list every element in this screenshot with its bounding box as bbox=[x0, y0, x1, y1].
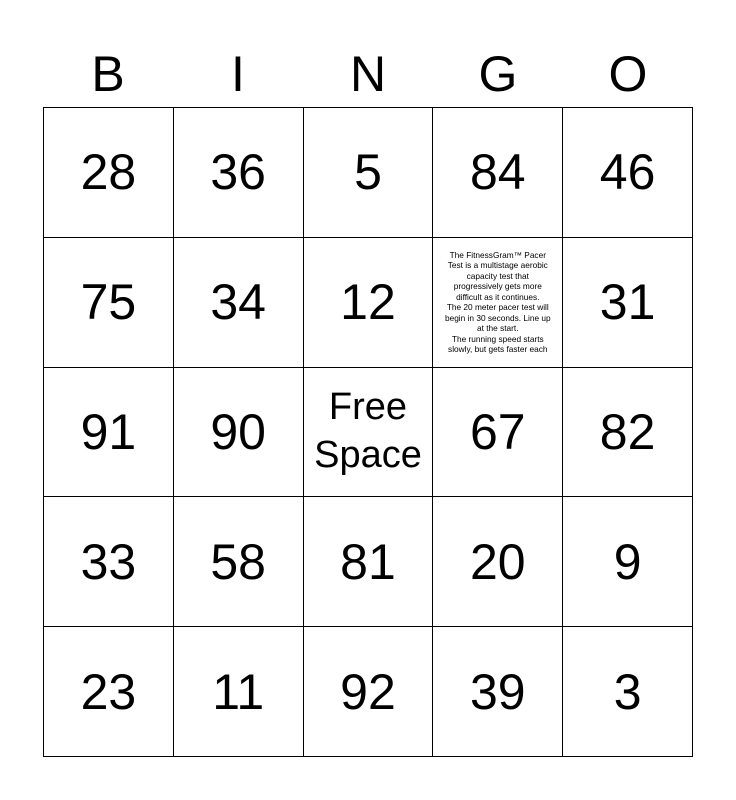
cell-number: 39 bbox=[469, 663, 526, 720]
cell-number: 67 bbox=[469, 403, 526, 460]
header-letter-n: N bbox=[349, 46, 387, 102]
bingo-cell bbox=[304, 627, 434, 757]
cell-number: 58 bbox=[210, 533, 266, 590]
bingo-cell bbox=[174, 497, 304, 627]
bingo-cell bbox=[304, 238, 434, 368]
bingo-cell bbox=[563, 238, 693, 368]
bingo-cell bbox=[433, 368, 563, 498]
cell-number: 3 bbox=[613, 663, 642, 720]
header-letter-g: G bbox=[478, 46, 518, 102]
header-letter-b: B bbox=[91, 46, 125, 102]
cell-number: 11 bbox=[212, 663, 265, 720]
cell-number: 28 bbox=[80, 144, 137, 201]
header-letter-i: I bbox=[231, 46, 245, 102]
bingo-cell bbox=[44, 108, 174, 238]
cell-number: 81 bbox=[340, 533, 396, 590]
bingo-cell bbox=[563, 368, 693, 498]
cell-long-text: The FitnessGram™ Pacer Test is a multistage aerobic capacity test that progressively gets more difficult as it continues. The 20 meter pacer test will begin in 30 seconds. Line up at the start. The running speed starts slowly, but gets faster each bbox=[444, 249, 551, 355]
bingo-cell bbox=[433, 108, 563, 238]
cell-number: 75 bbox=[80, 274, 137, 331]
cell-number: 46 bbox=[599, 144, 656, 201]
cell-number: 36 bbox=[210, 144, 266, 201]
cell-number: 31 bbox=[599, 274, 656, 331]
cell-number: 84 bbox=[469, 144, 526, 201]
bingo-cell bbox=[433, 627, 563, 757]
bingo-cell bbox=[563, 108, 693, 238]
bingo-cell bbox=[563, 627, 693, 757]
free-space-cell bbox=[304, 368, 434, 498]
bingo-cell bbox=[44, 368, 174, 498]
cell-number: 12 bbox=[340, 274, 396, 331]
bingo-header bbox=[43, 42, 693, 106]
bingo-cell bbox=[44, 497, 174, 627]
bingo-cell bbox=[174, 108, 304, 238]
cell-number: 33 bbox=[80, 533, 137, 590]
bingo-cell bbox=[44, 238, 174, 368]
bingo-cell-text bbox=[433, 238, 563, 368]
cell-number: 20 bbox=[469, 533, 526, 590]
bingo-cell bbox=[563, 497, 693, 627]
bingo-cell bbox=[304, 108, 434, 238]
cell-number: 9 bbox=[613, 533, 642, 590]
bingo-cell bbox=[174, 238, 304, 368]
cell-number: 90 bbox=[210, 403, 266, 460]
cell-number: 92 bbox=[340, 663, 396, 720]
cell-number: 34 bbox=[210, 274, 266, 331]
cell-number: 91 bbox=[80, 403, 137, 460]
bingo-cell bbox=[174, 368, 304, 498]
cell-number: 82 bbox=[599, 403, 656, 460]
bingo-card-grid bbox=[43, 107, 693, 757]
bingo-cell bbox=[433, 497, 563, 627]
free-space-label: Free Space bbox=[314, 386, 422, 476]
cell-number: 5 bbox=[354, 144, 382, 201]
bingo-cell bbox=[304, 497, 434, 627]
header-letter-o: O bbox=[608, 46, 648, 102]
bingo-cell bbox=[44, 627, 174, 757]
cell-number: 23 bbox=[80, 663, 137, 720]
bingo-cell bbox=[174, 627, 304, 757]
